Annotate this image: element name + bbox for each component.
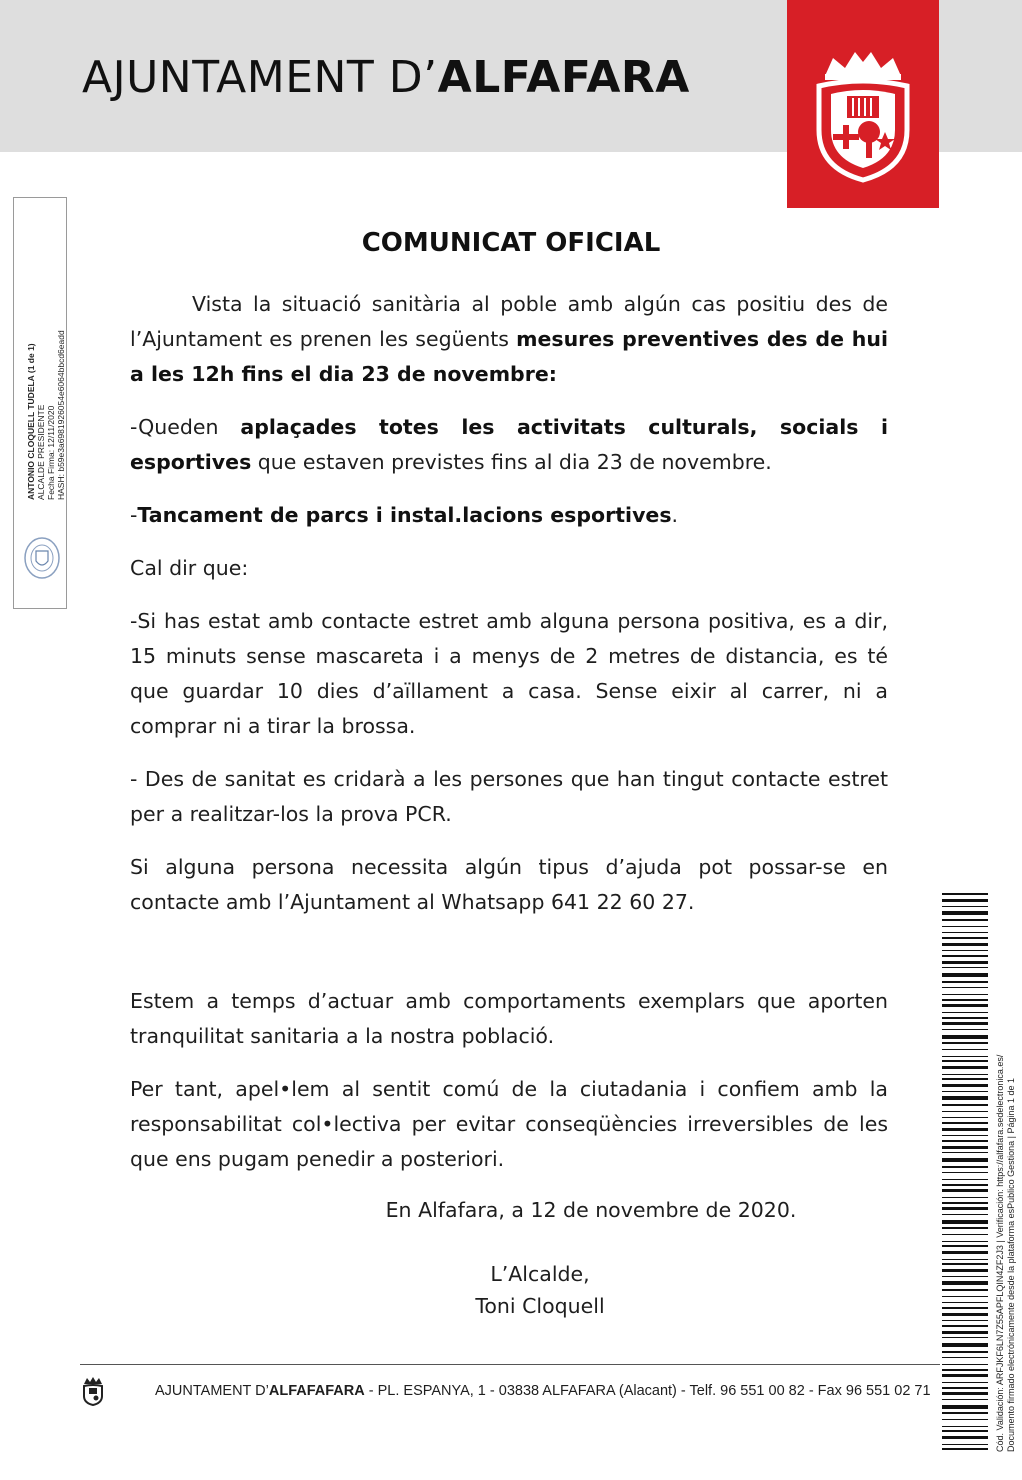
small-coat-of-arms-icon: [80, 1376, 106, 1406]
footer-address: [155, 1383, 931, 1399]
footer-org-name: ALFAFAFARA: [268, 1383, 365, 1399]
stamp-line: HASH: b59e3a6981926054e6064bbcd6eadd: [56, 330, 66, 500]
footer-contact: - PL. ESPANYA, 1 - 03838 ALFAFARA (Alacant) - Telf. 96 551 00 82 - Fax 96 551 02 71: [364, 1383, 931, 1399]
stamp-line: Fecha Firma: 12/11/2020: [46, 405, 56, 500]
header-title-prefix: AJUNTAMENT D’: [82, 52, 438, 103]
header-title-name: ALFAFARA: [437, 52, 690, 103]
paragraph-bold-text: aplaçades totes les activitats culturals, socials i esportives: [130, 415, 888, 474]
paragraph-text: que estaven previstes fins al dia 23 de novembre.: [251, 450, 772, 474]
stamp-line: ANTONIO CLOQUELL TUDELA (1 de 1): [26, 343, 36, 500]
signature-stamp-text: [26, 330, 66, 500]
paragraph-activities: [130, 410, 888, 480]
coat-of-arms-icon: [807, 50, 919, 190]
crest-panel: [787, 0, 939, 208]
paragraph-text: -: [130, 503, 138, 527]
paragraph-cal-dir: Cal dir que:: [130, 556, 249, 580]
verification-line: Documento firmado electrónicamente desde la plataforma esPublico Gestiona | Página 1 de 1: [1006, 1077, 1016, 1452]
document-title: COMUNICAT OFICIAL: [361, 228, 661, 258]
verification-code: [995, 1055, 1017, 1452]
signer-name: Toni Cloquell: [475, 1294, 605, 1318]
paragraph-contact-rules: -Si has estat amb contacte estret amb alguna persona positiva, es a dir, 15 minuts sense mascareta i a menys de 2 metres de distancia, es té que guardar 10 dies d’aïllament a casa. Sense eixir al carrer, ni a comprar ni a tirar la brossa.: [130, 609, 888, 738]
paragraph-text: Vista la situació sanitària al poble amb algún cas positiu des de l’Ajuntament es prenen les següents: [130, 292, 888, 351]
header-title: [82, 52, 690, 103]
footer-divider: [80, 1364, 940, 1365]
paragraph-bold-text: mesures preventives des de hui a les 12h fins el dia 23 de novembre:: [130, 327, 888, 386]
paragraph-text: .: [671, 503, 679, 527]
footer-org-prefix: AJUNTAMENT D’: [155, 1383, 269, 1399]
paragraph-text: -Queden: [130, 415, 241, 439]
paragraph-help: Si alguna persona necessita algún tipus d’ajuda pot possar-se en contacte amb l’Ajuntament al Whatsapp 641 22 60 27.: [130, 855, 888, 914]
date-line: En Alfafara, a 12 de novembre de 2020.: [385, 1198, 797, 1222]
paragraph-pcr: - Des de sanitat es cridarà a les persones que han tingut contacte estret per a realitzar-los la prova PCR.: [130, 767, 888, 826]
official-seal-icon: [22, 535, 62, 581]
paragraph-bold-text: Tancament de parcs i instal.lacions esportives: [137, 503, 672, 527]
barcode-icon: [942, 893, 988, 1455]
paragraph-appeal: Per tant, apel•lem al sentit comú de la ciutadania i confiem amb la responsabilitat col•lectiva per evitar conseqüències irreversibles de les que ens pugam penedir a posteriori.: [130, 1077, 888, 1171]
signer-role: L’Alcalde,: [490, 1262, 590, 1286]
paragraph-intro: [130, 287, 888, 392]
paragraph-parks: [130, 498, 888, 533]
verification-line: Cód. Validación: ARFJKF6LN7Z55APFLQIN4ZF2J3 | Verificación: https://alfafara.sedelectronica.es/: [995, 1054, 1005, 1452]
stamp-line: ALCALDE PRESIDENTE: [36, 404, 46, 500]
paragraph-act-now: Estem a temps d’actuar amb comportaments exemplars que aporten tranquilitat sanitaria a la nostra població.: [130, 989, 888, 1048]
signoff: [420, 1258, 660, 1322]
